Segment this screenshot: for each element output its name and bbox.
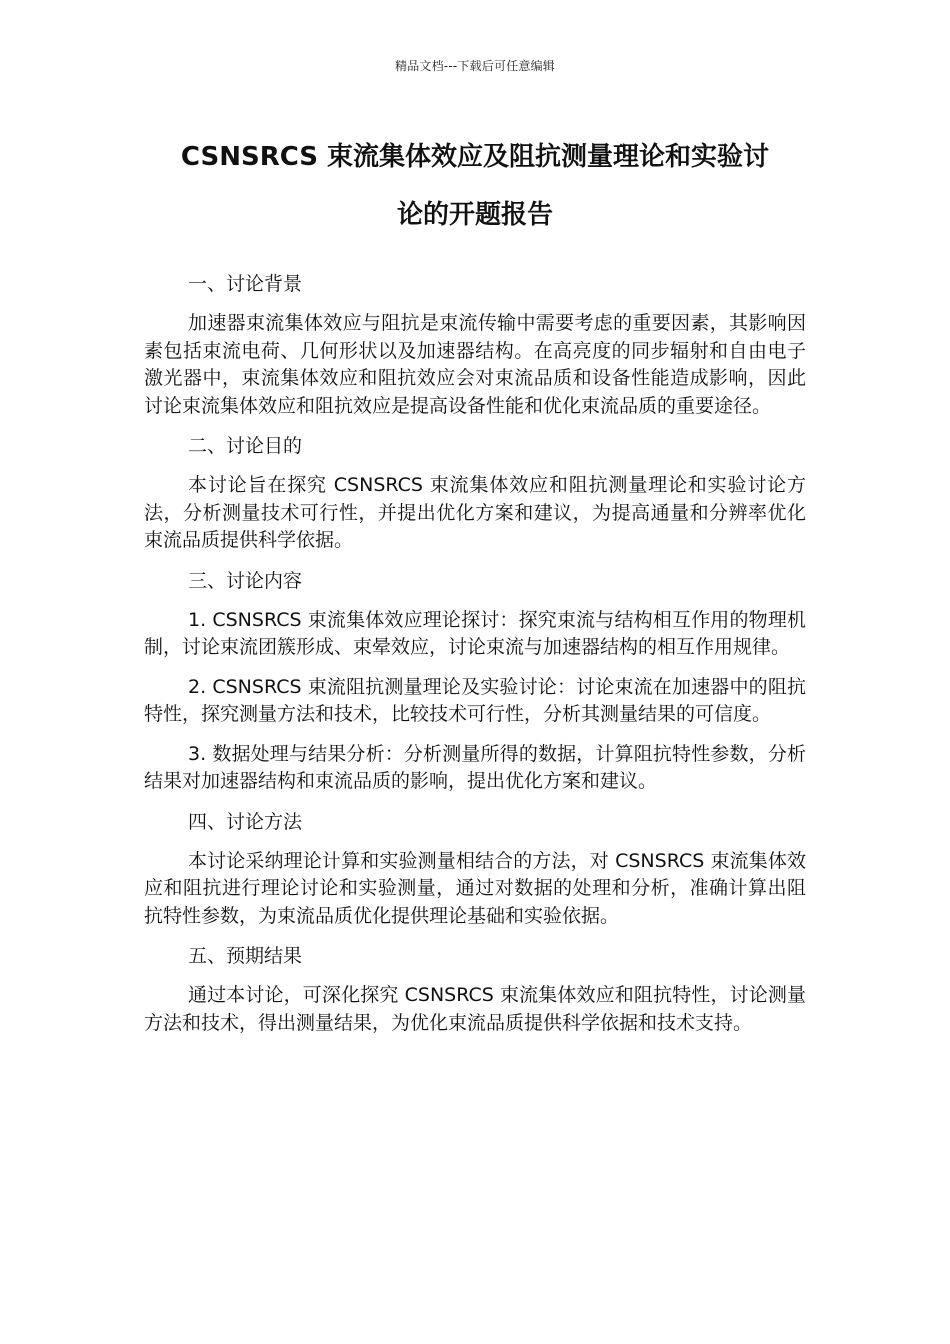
section-heading: 一、讨论背景 (188, 273, 303, 295)
section-method (144, 808, 806, 931)
section-heading: 五、预期结果 (188, 945, 303, 967)
paragraph: 3. 数据处理与结果分析：分析测量所得的数据，计算阻抗特性参数，分析结果对加速器结构和束流品质的影响，提出优化方案和建议。 (144, 742, 806, 792)
paragraph: 本讨论采纳理论计算和实验测量相结合的方法，对 CSNSRCS 束流集体效应和阻抗进行理论讨论和实验测量，通过对数据的处理和分析，准确计算出阻抗特性参数，为束流品质优化提供理论基础和实验依据。 (144, 849, 806, 927)
paragraph: 本讨论旨在探究 CSNSRCS 束流集体效应和阻抗测量理论和实验讨论方法，分析测量技术可行性，并提出优化方案和建议，为提高通量和分辨率优化束流品质提供科学依据。 (144, 474, 806, 551)
document-title (140, 128, 810, 244)
paragraph: 加速器束流集体效应与阻抗是束流传输中需要考虑的重要因素，其影响因素包括束流电荷、几何形状以及加速器结构。在高亮度的同步辐射和自由电子激光器中，束流集体效应和阻抗效应会对束流品质和设备性能造成影响，因此讨论束流集体效应和阻抗效应是提高设备性能和优化束流品质的重要途径。 (144, 312, 806, 417)
paragraph: 1. CSNSRCS 束流集体效应理论探讨：探究束流与结构相互作用的物理机制，讨论束流团簇形成、束晕效应，讨论束流与加速器结构的相互作用规律。 (144, 608, 806, 658)
section-content (144, 567, 806, 796)
section-purpose (144, 432, 806, 555)
section-heading: 三、讨论内容 (188, 569, 303, 592)
paragraph: 2. CSNSRCS 束流阻抗测量理论及实验讨论：讨论束流在加速器中的阻抗特性，探究测量方法和技术，比较技术可行性，分析其测量结果的可信度。 (144, 675, 806, 725)
section-heading: 四、讨论方法 (188, 810, 303, 833)
document-title-line-1: CSNSRCS 束流集体效应及阻抗测量理论和实验讨 (180, 142, 770, 172)
section-background (144, 270, 806, 420)
section-heading: 二、讨论目的 (188, 435, 303, 457)
paragraph: 通过本讨论，可深化探究 CSNSRCS 束流集体效应和阻抗特性，讨论测量方法和技术，得出测量结果，为优化束流品质提供科学依据和技术支持。 (144, 984, 806, 1034)
section-expected-results (144, 942, 806, 1037)
document-title-line-2: 论的开题报告 (396, 200, 553, 230)
page-header: 精品文档---下载后可任意编辑 (395, 59, 555, 73)
document-body (144, 270, 806, 1049)
